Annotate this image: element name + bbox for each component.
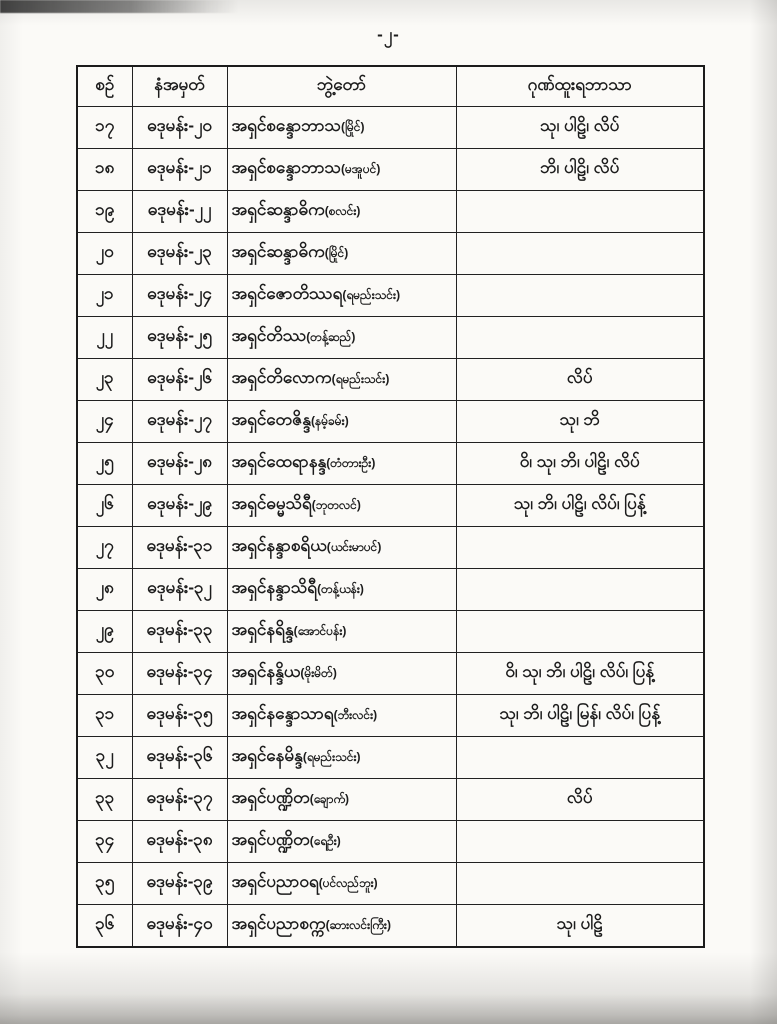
serial-number-cell: ၂၉ <box>77 611 132 653</box>
photo-shadow-bottom <box>0 994 777 1024</box>
roll-number-cell: ဓဒုမန်း-၃၃ <box>132 611 227 653</box>
title-cell <box>227 569 456 611</box>
town-label: (ဘီးလင်း) <box>333 708 378 722</box>
roll-number-cell: ဓဒုမန်း-၃၆ <box>132 737 227 779</box>
distinction-subjects-cell <box>456 317 704 359</box>
distinction-subjects-cell: သု၊ ပါဠိ <box>456 905 704 948</box>
serial-number-cell: ၁၈ <box>77 149 132 191</box>
distinction-subjects-cell <box>456 569 704 611</box>
title-cell <box>227 527 456 569</box>
column-header-3: ဂုဏ်ထူးရဘာသာ <box>456 66 704 107</box>
distinction-subjects-cell <box>456 737 704 779</box>
scan-artifact-top-left <box>0 0 238 13</box>
table-row <box>77 359 704 401</box>
roll-number-cell: ဓဒုမန်း-၄၀ <box>132 905 227 948</box>
serial-number-cell: ၃၂ <box>77 737 132 779</box>
monk-title: အရှင်နရိန္ဒ <box>231 620 294 639</box>
town-label: (စလင်း) <box>324 204 361 218</box>
title-cell <box>227 191 456 233</box>
column-header-0: စဉ် <box>77 66 132 107</box>
title-cell <box>227 821 456 863</box>
town-label: (တန့်ဆည်) <box>306 330 356 344</box>
table-row <box>77 611 704 653</box>
roll-number-cell: ဓဒုမန်း-၂၂ <box>132 191 227 233</box>
table-row <box>77 485 704 527</box>
title-cell <box>227 233 456 275</box>
serial-number-cell: ၂၈ <box>77 569 132 611</box>
monk-title: အရှင်ဆန္ဒာဓိက <box>231 200 325 219</box>
monk-title: အရှင်ပဏ္ဍိတ <box>231 830 310 849</box>
roll-number-cell: ဓဒုမန်း-၃၅ <box>132 695 227 737</box>
monk-title: အရှင်ဆန္ဒာဓိက <box>231 242 325 261</box>
monk-title: အရှင်တိလောက <box>231 368 332 387</box>
serial-number-cell: ၃၁ <box>77 695 132 737</box>
town-label: (မြိုင်) <box>324 246 349 260</box>
town-label: (ရမည်းသင်း) <box>342 288 401 302</box>
serial-number-cell: ၂၁ <box>77 275 132 317</box>
town-label: (မိုးမိတ်) <box>300 666 337 680</box>
table-row <box>77 233 704 275</box>
serial-number-cell: ၂၆ <box>77 485 132 527</box>
monk-title: အရှင်တေဇိန္ဒ <box>231 410 311 429</box>
distinction-subjects-cell <box>456 233 704 275</box>
table-row <box>77 569 704 611</box>
town-label: (အောင်ပန်း) <box>293 624 347 638</box>
title-cell <box>227 485 456 527</box>
table-row <box>77 737 704 779</box>
title-cell <box>227 401 456 443</box>
monk-title: အရှင်နန္ဒိယ <box>231 662 301 681</box>
serial-number-cell: ၃၃ <box>77 779 132 821</box>
title-cell <box>227 317 456 359</box>
distinction-subjects-cell: သု၊ ပါဠိ၊ လိပ် <box>456 107 704 149</box>
table-row <box>77 317 704 359</box>
exam-results-table <box>76 65 705 948</box>
town-label: (ချောက်) <box>309 792 350 806</box>
roll-number-cell: ဓဒုမန်း-၂၀ <box>132 107 227 149</box>
table-row <box>77 149 704 191</box>
roll-number-cell: ဓဒုမန်း-၂၆ <box>132 359 227 401</box>
distinction-subjects-cell: လိပ် <box>456 779 704 821</box>
distinction-subjects-cell <box>456 611 704 653</box>
page-number: -၂- <box>377 25 400 44</box>
distinction-subjects-cell: ဝိ၊ သု၊ ဘိ၊ ပါဠိ၊ လိပ်၊ ပြန့် <box>456 653 704 695</box>
serial-number-cell: ၃၅ <box>77 863 132 905</box>
monk-title: အရှင်စန္ဒောဘာသ <box>231 116 341 135</box>
distinction-subjects-cell <box>456 821 704 863</box>
monk-title: အရှင်ပညာစက္က <box>231 914 326 933</box>
serial-number-cell: ၃၀ <box>77 653 132 695</box>
town-label: (တန့်ယန်း) <box>317 582 364 596</box>
roll-number-cell: ဓဒုမန်း-၂၇ <box>132 401 227 443</box>
monk-title: အရှင်နန္ဒောသာရ <box>231 704 334 723</box>
distinction-subjects-cell: သု၊ ဘိ၊ ပါဠိ၊ မြန်၊ လိပ်၊ ပြန့် <box>456 695 704 737</box>
roll-number-cell: ဓဒုမန်း-၂၉ <box>132 485 227 527</box>
title-cell <box>227 359 456 401</box>
monk-title: အရှင်တိဿ <box>231 326 307 345</box>
title-cell <box>227 275 456 317</box>
serial-number-cell: ၃၄ <box>77 821 132 863</box>
roll-number-cell: ဓဒုမန်း-၂၃ <box>132 233 227 275</box>
table-row <box>77 527 704 569</box>
distinction-subjects-cell: ဘိ၊ ပါဠိ၊ လိပ် <box>456 149 704 191</box>
town-label: (မြိုင်) <box>341 120 365 134</box>
table-header-row <box>77 66 704 107</box>
table-row <box>77 905 704 948</box>
title-cell <box>227 863 456 905</box>
table-row <box>77 863 704 905</box>
roll-number-cell: ဓဒုမန်း-၃၄ <box>132 653 227 695</box>
distinction-subjects-cell <box>456 863 704 905</box>
monk-title: အရှင်စန္ဒောဘာသ <box>231 158 341 177</box>
serial-number-cell: ၂၅ <box>77 443 132 485</box>
column-header-2: ဘွဲ့တော် <box>227 66 456 107</box>
roll-number-cell: ဓဒုမန်း-၃၇ <box>132 779 227 821</box>
title-cell <box>227 443 456 485</box>
table-row <box>77 443 704 485</box>
serial-number-cell: ၂၄ <box>77 401 132 443</box>
town-label: (တံတားဦး) <box>326 456 376 470</box>
monk-title: အရှင်နေမိန္ဒ <box>231 746 303 765</box>
table-row <box>77 653 704 695</box>
roll-number-cell: ဓဒုမန်း-၂၅ <box>132 317 227 359</box>
town-label: (ရမည်းသင်း) <box>302 750 361 764</box>
town-label: (မအူပင်) <box>341 162 381 176</box>
town-label: (ရေဦး) <box>309 834 341 848</box>
serial-number-cell: ၂၀ <box>77 233 132 275</box>
monk-title: အရှင်ဓမ္မသိရီ <box>231 494 312 513</box>
distinction-subjects-cell <box>456 191 704 233</box>
town-label: (ရမည်းသင်း) <box>331 372 390 386</box>
roll-number-cell: ဓဒုမန်း-၃၁ <box>132 527 227 569</box>
title-cell <box>227 149 456 191</box>
title-cell <box>227 905 456 948</box>
table-row <box>77 821 704 863</box>
town-label: (ပင်လည်ဘူး) <box>318 876 378 890</box>
title-cell <box>227 611 456 653</box>
title-cell <box>227 653 456 695</box>
monk-title: အရှင်နန္ဒာစရိယ <box>231 536 327 555</box>
town-label: (နမ့်ခမ်း) <box>310 414 349 428</box>
title-cell <box>227 779 456 821</box>
roll-number-cell: ဓဒုမန်း-၃၈ <box>132 821 227 863</box>
column-header-1: နံအမှတ် <box>132 66 227 107</box>
town-label: (ဘုတလင်) <box>311 498 361 512</box>
town-label: (ဆားလင်းကြီး) <box>325 918 391 932</box>
title-cell <box>227 107 456 149</box>
serial-number-cell: ၂၃ <box>77 359 132 401</box>
distinction-subjects-cell: ဝိ၊ သု၊ ဘိ၊ ပါဠိ၊ လိပ် <box>456 443 704 485</box>
roll-number-cell: ဓဒုမန်း-၃၉ <box>132 863 227 905</box>
roll-number-cell: ဓဒုမန်း-၂၁ <box>132 149 227 191</box>
monk-title: အရှင်ပဏ္ဍိတ <box>231 788 310 807</box>
table-row <box>77 779 704 821</box>
title-cell <box>227 695 456 737</box>
distinction-subjects-cell: လိပ် <box>456 359 704 401</box>
table-row <box>77 191 704 233</box>
roll-number-cell: ဓဒုမန်း-၃၂ <box>132 569 227 611</box>
table-row <box>77 275 704 317</box>
monk-title: အရှင်ဇောတိဿရ <box>231 284 343 303</box>
table-row <box>77 107 704 149</box>
table-row <box>77 401 704 443</box>
monk-title: အရှင်ထေရာနန္ဒ <box>231 452 327 471</box>
town-label: (ယင်းမာပင်) <box>326 540 382 554</box>
serial-number-cell: ၁၉ <box>77 191 132 233</box>
serial-number-cell: ၂၇ <box>77 527 132 569</box>
distinction-subjects-cell: သု၊ ဘိ <box>456 401 704 443</box>
monk-title: အရှင်ပညာဝရ <box>231 872 319 891</box>
distinction-subjects-cell: သု၊ ဘိ၊ ပါဠိ၊ လိပ်၊ ပြန့် <box>456 485 704 527</box>
distinction-subjects-cell <box>456 275 704 317</box>
serial-number-cell: ၂၂ <box>77 317 132 359</box>
distinction-subjects-cell <box>456 527 704 569</box>
monk-title: အရှင်နန္ဒာသိရီ <box>231 578 318 597</box>
table-row <box>77 695 704 737</box>
title-cell <box>227 737 456 779</box>
serial-number-cell: ၃၆ <box>77 905 132 948</box>
roll-number-cell: ဓဒုမန်း-၂၄ <box>132 275 227 317</box>
serial-number-cell: ၁၇ <box>77 107 132 149</box>
roll-number-cell: ဓဒုမန်း-၂၈ <box>132 443 227 485</box>
